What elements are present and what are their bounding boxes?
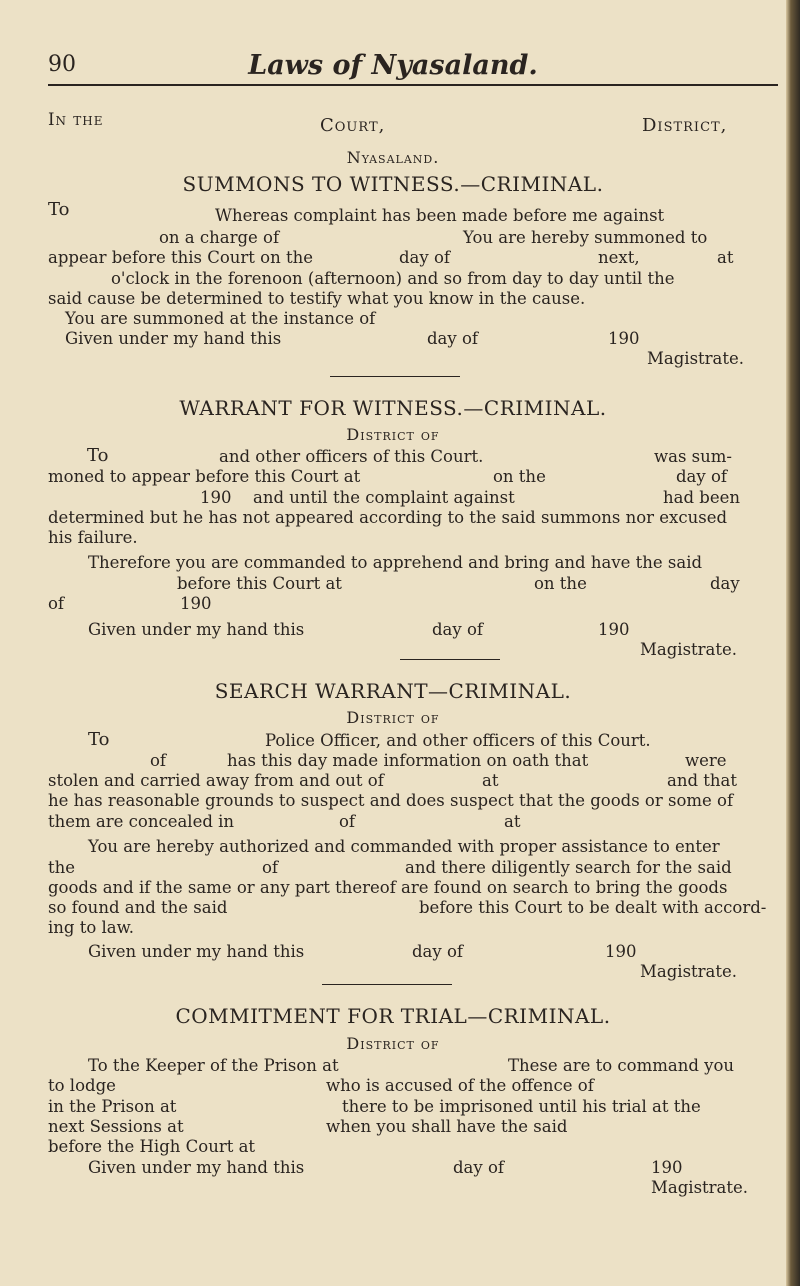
warrant-year: 190 (598, 620, 630, 639)
warrant-line-7c: day (710, 574, 740, 593)
commitment-line-4b: when you shall have the said (326, 1117, 568, 1136)
search-line-2c: were (685, 751, 727, 770)
search-line-8: goods and if the same or any part thereof are found on search to bring the goods (48, 878, 728, 897)
commitment-line-1a: To the Keeper of the Prison at (88, 1056, 339, 1075)
search-line-3c: and that (667, 771, 737, 790)
commitment-line-2a: to lodge (48, 1076, 116, 1095)
commitment-district: District of (346, 1034, 440, 1053)
summons-line-3a: appear before this Court on the (48, 248, 313, 267)
summons-line-3d: at (717, 248, 734, 267)
nyasaland-label: Nyasaland. (346, 148, 440, 167)
commitment-given: Given under my hand this (88, 1158, 305, 1177)
commitment-line-1b: These are to command you (508, 1056, 735, 1075)
search-line-5a: them are concealed in (48, 812, 235, 831)
summons-line-3b: day of (399, 248, 451, 267)
search-line-2b: has this day made information on oath that (227, 751, 589, 770)
warrant-line-8b: 190 (180, 594, 212, 613)
commitment-dayof: day of (453, 1158, 505, 1177)
commitment-line-5: before the High Court at (48, 1137, 256, 1156)
warrant-line-8a: of (48, 594, 65, 613)
summons-line-6: You are summoned at the instance of (65, 309, 376, 328)
summons-line-5: said cause be determined to testify what you know in the cause. (48, 289, 586, 308)
summons-line-4: o'clock in the forenoon (afternoon) and so from day to day until the (111, 269, 675, 288)
search-warrant-district: District of (346, 708, 440, 727)
section-divider (322, 984, 452, 985)
summons-to: To (48, 199, 70, 220)
search-year: 190 (605, 942, 637, 961)
summons-line-3c: next, (598, 248, 640, 267)
warrant-magistrate: Magistrate. (640, 640, 738, 659)
warrant-line-1a: and other officers of this Court. (219, 447, 484, 466)
warrant-line-2a: moned to appear before this Court at (48, 467, 361, 486)
court-label: Court, (320, 115, 386, 136)
commitment-line-2b: who is accused of the offence of (326, 1076, 594, 1095)
page-number: 90 (48, 52, 76, 77)
search-line-9b: before this Court to be dealt with accord- (419, 898, 767, 917)
warrant-line-2c: day of (676, 467, 728, 486)
search-magistrate: Magistrate. (640, 962, 738, 981)
search-line-2a: of (150, 751, 167, 770)
search-line-7b: of (262, 858, 279, 877)
warrant-line-7a: before this Court at (177, 574, 342, 593)
summons-line-2b: You are hereby summoned to (463, 228, 708, 247)
commitment-year: 190 (651, 1158, 683, 1177)
warrant-line-2b: on the (493, 467, 546, 486)
warrant-line-3c: had been (663, 488, 740, 507)
section-divider (330, 376, 460, 377)
commitment-line-4a: next Sessions at (48, 1117, 184, 1136)
running-head: Laws of Nyasaland. (248, 50, 538, 81)
warrant-title: WARRANT FOR WITNESS.—CRIMINAL. (179, 396, 607, 420)
summons-year: 190 (608, 329, 640, 348)
search-warrant-title: SEARCH WARRANT—CRIMINAL. (214, 679, 572, 703)
commitment-magistrate: Magistrate. (651, 1178, 749, 1197)
warrant-given: Given under my hand this (88, 620, 305, 639)
warrant-line-7b: on the (534, 574, 587, 593)
search-given: Given under my hand this (88, 942, 305, 961)
book-spine-edge (786, 0, 800, 1286)
summons-title: SUMMONS TO WITNESS.—CRIMINAL. (182, 172, 604, 196)
commitment-title: COMMITMENT FOR TRIAL—CRIMINAL. (175, 1004, 611, 1028)
search-to: To (88, 729, 110, 750)
warrant-line-6: Therefore you are commanded to apprehend and bring and have the said (88, 553, 703, 572)
warrant-to: To (87, 445, 109, 466)
section-divider (400, 659, 500, 660)
search-line-6: You are hereby authorized and commanded with proper assistance to enter (88, 837, 720, 856)
search-line-7a: the (48, 858, 76, 877)
search-dayof: day of (412, 942, 464, 961)
summons-given: Given under my hand this (65, 329, 282, 348)
in-the-label: In the (48, 110, 104, 129)
summons-magistrate: Magistrate. (647, 349, 745, 368)
search-line-7c: and there diligently search for the said (405, 858, 732, 877)
search-line-10: ing to law. (48, 918, 135, 937)
search-line-4: he has reasonable grounds to suspect and does suspect that the goods or some of (48, 791, 734, 810)
header-rule (48, 84, 778, 86)
district-label: District, (642, 115, 728, 136)
warrant-line-3a: 190 (200, 488, 232, 507)
summons-dayof: day of (427, 329, 479, 348)
commitment-line-3b: there to be imprisoned until his trial at the (342, 1097, 701, 1116)
warrant-district: District of (346, 425, 440, 444)
search-line-1: Police Officer, and other officers of this Court. (265, 731, 651, 750)
warrant-line-4: determined but he has not appeared according to the said summons nor excused (48, 508, 728, 527)
warrant-line-5: his failure. (48, 528, 138, 547)
warrant-dayof: day of (432, 620, 484, 639)
search-line-9a: so found and the said (48, 898, 228, 917)
search-line-5c: at (504, 812, 521, 831)
summons-line-1: Whereas complaint has been made before me against (215, 206, 665, 225)
search-line-3a: stolen and carried away from and out of (48, 771, 384, 790)
search-line-5b: of (339, 812, 356, 831)
search-line-3b: at (482, 771, 499, 790)
warrant-line-3b: and until the complaint against (253, 488, 515, 507)
warrant-line-1b: was sum- (654, 447, 732, 466)
summons-line-2a: on a charge of (159, 228, 280, 247)
commitment-line-3a: in the Prison at (48, 1097, 177, 1116)
